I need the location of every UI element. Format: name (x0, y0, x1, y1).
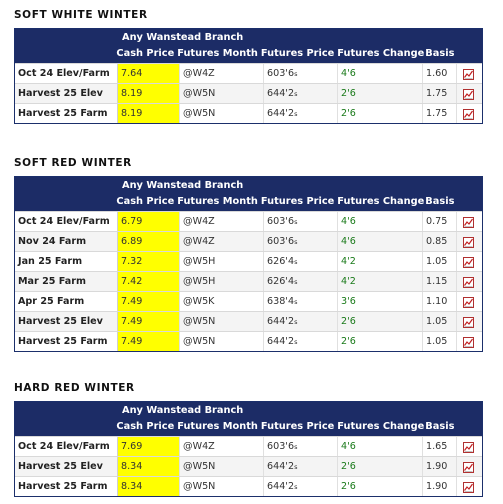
chart-icon[interactable] (463, 481, 474, 492)
bids-table (14, 176, 483, 352)
futures-price-suffix: s (294, 338, 298, 346)
cash-price-cell: 8.34 (118, 457, 180, 476)
futures-change-cell: 2'6 (338, 457, 423, 476)
futures-price-value: 603'6 (267, 68, 295, 79)
futures-price-suffix: s (294, 443, 298, 451)
location-cell: Apr 25 Farm (15, 292, 118, 311)
basis-cell: 1.05 (423, 312, 457, 331)
chart-icon[interactable] (463, 276, 474, 287)
futures-price-value: 644'2 (267, 316, 295, 327)
futures-price-header: Futures Price (260, 48, 335, 59)
chart-cell[interactable] (457, 64, 481, 83)
chart-icon[interactable] (463, 108, 474, 119)
futures-price-suffix: s (294, 463, 298, 471)
location-header (15, 419, 113, 436)
futures-change-cell: 2'6 (338, 477, 423, 496)
basis-cell: 1.60 (423, 64, 457, 83)
futures-month-cell: @W4Z (180, 232, 264, 251)
chart-icon[interactable] (463, 216, 474, 227)
futures-price-value: 603'6 (267, 236, 295, 247)
location-cell: Mar 25 Farm (15, 272, 118, 291)
futures-price-suffix: s (294, 70, 298, 78)
futures-month-cell: @W4Z (180, 212, 264, 231)
basis-cell: 1.10 (423, 292, 457, 311)
basis-cell: 1.65 (423, 437, 457, 456)
futures-price-value: 626'4 (267, 256, 295, 267)
futures-price-value: 603'6 (267, 216, 295, 227)
chart-cell[interactable] (457, 457, 481, 476)
futures-price-cell (264, 212, 338, 231)
chart-icon[interactable] (463, 336, 474, 347)
futures-price-value: 644'2 (267, 88, 295, 99)
table-header (15, 29, 482, 63)
table-body (15, 436, 482, 496)
chart-icon[interactable] (463, 461, 474, 472)
futures-month-cell: @W5N (180, 457, 264, 476)
futures-price-cell (264, 292, 338, 311)
location-cell: Oct 24 Elev/Farm (15, 64, 118, 83)
futures-change-cell: 2'6 (338, 84, 423, 103)
chart-icon[interactable] (463, 236, 474, 247)
table-row (15, 456, 482, 476)
basis-cell: 1.15 (423, 272, 457, 291)
cash-price-cell: 6.79 (118, 212, 180, 231)
location-cell: Harvest 25 Farm (15, 477, 118, 496)
chart-cell[interactable] (457, 332, 481, 351)
table-header (15, 177, 482, 211)
branch-header: Any Wanstead Branch (122, 405, 244, 416)
futures-month-cell: @W5H (180, 272, 264, 291)
futures-month-cell: @W5N (180, 477, 264, 496)
table-row (15, 211, 482, 231)
futures-month-cell: @W5K (180, 292, 264, 311)
cash-price-header: Cash Price (116, 196, 175, 207)
bids-table (14, 28, 483, 124)
futures-price-suffix: s (294, 318, 298, 326)
chart-cell[interactable] (457, 437, 481, 456)
cash-price-cell: 6.89 (118, 232, 180, 251)
futures-month-cell: @W4Z (180, 437, 264, 456)
futures-change-header: Futures Change (337, 421, 425, 432)
chart-icon[interactable] (463, 88, 474, 99)
futures-price-value: 638'4 (267, 296, 295, 307)
futures-price-cell (264, 104, 338, 123)
futures-price-suffix: s (294, 90, 298, 98)
futures-change-cell: 4'6 (338, 232, 423, 251)
basis-cell: 1.05 (423, 332, 457, 351)
futures-price-cell (264, 64, 338, 83)
futures-price-suffix: s (294, 298, 298, 306)
futures-change-cell: 4'2 (338, 252, 423, 271)
basis-header: Basis (425, 421, 455, 432)
section-title: HARD RED WINTER (14, 382, 135, 394)
location-cell: Harvest 25 Elev (15, 84, 118, 103)
basis-cell: 1.90 (423, 457, 457, 476)
basis-cell: 0.85 (423, 232, 457, 251)
futures-price-cell (264, 272, 338, 291)
cash-price-cell: 7.49 (118, 292, 180, 311)
table-row (15, 251, 482, 271)
chart-cell[interactable] (457, 252, 481, 271)
cash-price-header: Cash Price (116, 421, 175, 432)
cash-price-cell: 7.32 (118, 252, 180, 271)
branch-header: Any Wanstead Branch (122, 32, 244, 43)
table-row (15, 331, 482, 351)
futures-change-header: Futures Change (337, 48, 425, 59)
futures-price-value: 644'2 (267, 336, 295, 347)
location-header (15, 194, 113, 211)
cash-price-cell: 8.19 (118, 84, 180, 103)
table-row (15, 231, 482, 251)
futures-month-cell: @W5N (180, 312, 264, 331)
table-row (15, 103, 482, 123)
location-cell: Harvest 25 Elev (15, 457, 118, 476)
basis-cell: 1.05 (423, 252, 457, 271)
chart-cell[interactable] (457, 292, 481, 311)
futures-change-header: Futures Change (337, 196, 425, 207)
chart-icon[interactable] (463, 296, 474, 307)
basis-cell: 1.90 (423, 477, 457, 496)
table-row (15, 311, 482, 331)
futures-month-cell: @W5N (180, 332, 264, 351)
chart-header (457, 419, 482, 436)
location-header (15, 46, 113, 63)
location-cell: Nov 24 Farm (15, 232, 118, 251)
futures-month-cell: @W5H (180, 252, 264, 271)
table-row (15, 63, 482, 83)
location-cell: Oct 24 Elev/Farm (15, 437, 118, 456)
futures-change-cell: 2'6 (338, 312, 423, 331)
cash-price-cell: 8.34 (118, 477, 180, 496)
chart-cell[interactable] (457, 84, 481, 103)
futures-price-cell (264, 312, 338, 331)
location-cell: Harvest 25 Farm (15, 332, 118, 351)
table-row (15, 83, 482, 103)
futures-month-header: Futures Month (177, 421, 258, 432)
chart-icon[interactable] (463, 441, 474, 452)
cash-price-cell: 8.19 (118, 104, 180, 123)
cash-price-cell: 7.49 (118, 332, 180, 351)
location-cell: Harvest 25 Farm (15, 104, 118, 123)
location-cell: Harvest 25 Elev (15, 312, 118, 331)
futures-month-cell: @W4Z (180, 64, 264, 83)
futures-price-value: 644'2 (267, 108, 295, 119)
section-title: SOFT WHITE WINTER (14, 9, 148, 21)
basis-header: Basis (425, 196, 455, 207)
futures-price-cell (264, 477, 338, 496)
futures-month-header: Futures Month (177, 48, 258, 59)
futures-price-value: 644'2 (267, 461, 295, 472)
futures-price-value: 626'4 (267, 276, 295, 287)
table-body (15, 211, 482, 351)
cash-price-cell: 7.49 (118, 312, 180, 331)
table-row (15, 271, 482, 291)
chart-icon[interactable] (463, 256, 474, 267)
futures-price-suffix: s (294, 483, 298, 491)
futures-price-cell (264, 332, 338, 351)
futures-change-cell: 4'6 (338, 437, 423, 456)
branch-header: Any Wanstead Branch (122, 180, 244, 191)
futures-price-suffix: s (294, 278, 298, 286)
location-cell: Jan 25 Farm (15, 252, 118, 271)
bids-table (14, 401, 483, 497)
chart-cell[interactable] (457, 232, 481, 251)
futures-change-cell: 3'6 (338, 292, 423, 311)
futures-price-cell (264, 84, 338, 103)
cash-price-cell: 7.42 (118, 272, 180, 291)
chart-icon[interactable] (463, 316, 474, 327)
futures-change-cell: 4'6 (338, 212, 423, 231)
futures-change-cell: 4'6 (338, 64, 423, 83)
chart-cell[interactable] (457, 212, 481, 231)
chart-icon[interactable] (463, 68, 474, 79)
futures-price-header: Futures Price (260, 421, 335, 432)
futures-price-suffix: s (294, 238, 298, 246)
futures-change-cell: 2'6 (338, 332, 423, 351)
futures-price-cell (264, 232, 338, 251)
futures-month-cell: @W5N (180, 104, 264, 123)
futures-price-cell (264, 457, 338, 476)
chart-header (457, 194, 482, 211)
basis-header: Basis (425, 48, 455, 59)
chart-cell[interactable] (457, 104, 481, 123)
futures-price-value: 603'6 (267, 441, 295, 452)
cash-price-cell: 7.69 (118, 437, 180, 456)
chart-header (457, 46, 482, 63)
cash-price-header: Cash Price (116, 48, 175, 59)
futures-price-suffix: s (294, 110, 298, 118)
futures-month-header: Futures Month (177, 196, 258, 207)
basis-cell: 1.75 (423, 84, 457, 103)
futures-price-suffix: s (294, 218, 298, 226)
section-title: SOFT RED WINTER (14, 157, 132, 169)
table-row (15, 436, 482, 456)
chart-cell[interactable] (457, 312, 481, 331)
table-header (15, 402, 482, 436)
basis-cell: 1.75 (423, 104, 457, 123)
basis-cell: 0.75 (423, 212, 457, 231)
futures-price-cell (264, 437, 338, 456)
futures-change-cell: 2'6 (338, 104, 423, 123)
futures-month-cell: @W5N (180, 84, 264, 103)
table-row (15, 291, 482, 311)
location-cell: Oct 24 Elev/Farm (15, 212, 118, 231)
table-body (15, 63, 482, 123)
chart-cell[interactable] (457, 477, 481, 496)
futures-price-header: Futures Price (260, 196, 335, 207)
futures-price-suffix: s (294, 258, 298, 266)
futures-change-cell: 4'2 (338, 272, 423, 291)
futures-price-value: 644'2 (267, 481, 295, 492)
table-row (15, 476, 482, 496)
cash-price-cell: 7.64 (118, 64, 180, 83)
futures-price-cell (264, 252, 338, 271)
chart-cell[interactable] (457, 272, 481, 291)
